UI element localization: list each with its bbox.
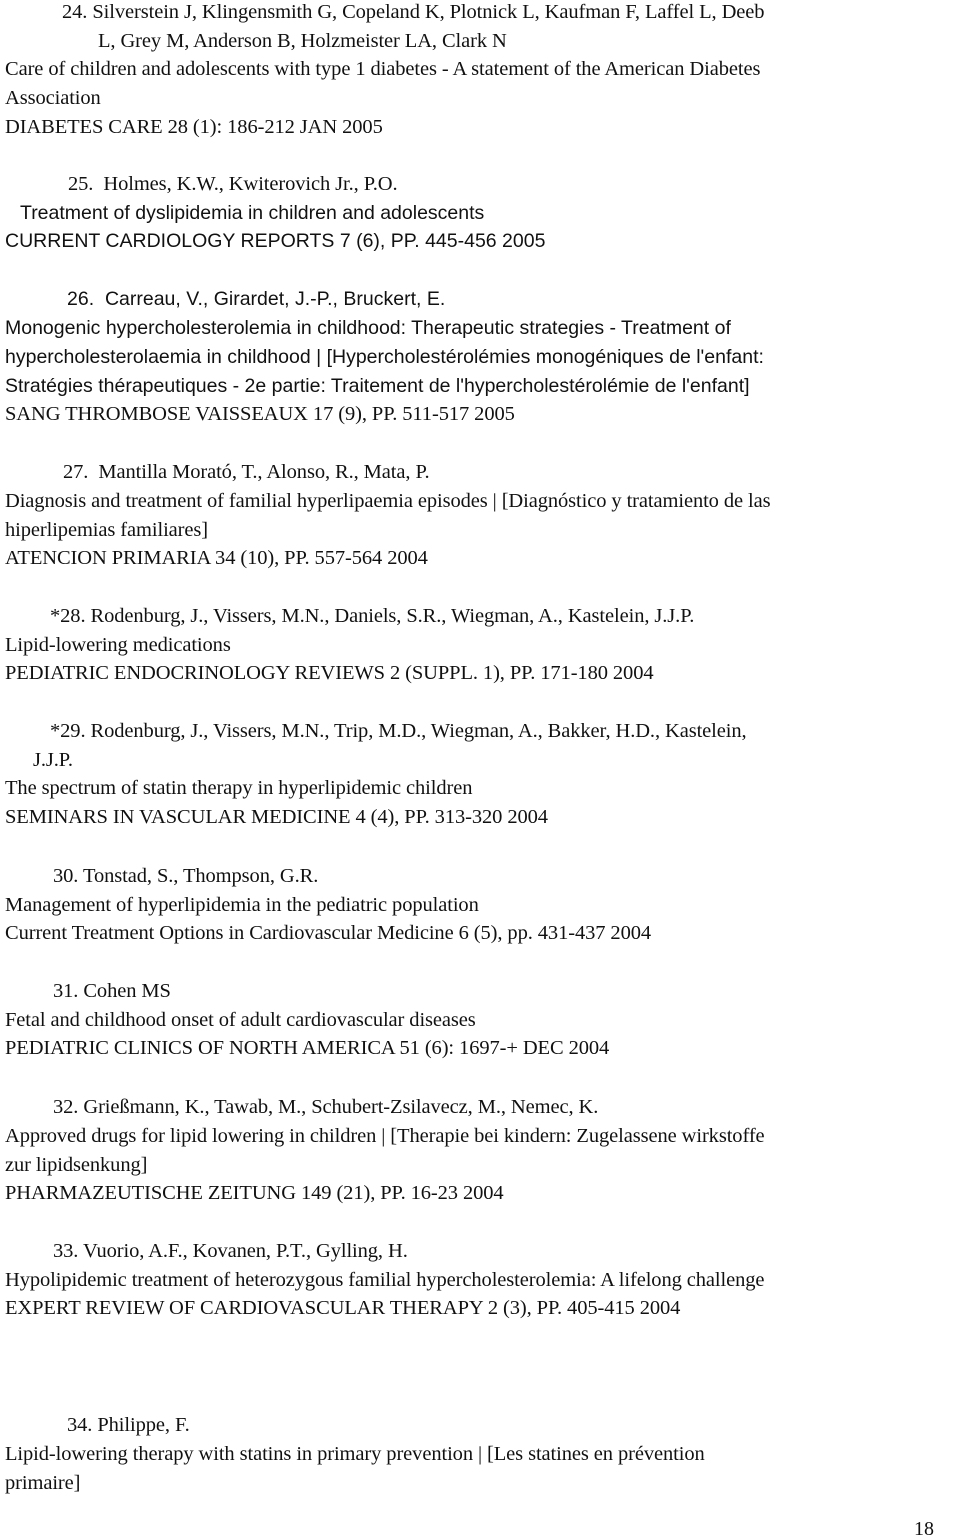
reference-authors: Silverstein J, Klingensmith G, Copeland K, Plotnick L, Kaufman F, Laffel L, Deeb xyxy=(92,1,765,23)
reference-31-title: Fetal and childhood onset of adult cardiovascular diseases xyxy=(5,1009,476,1031)
reference-27-title-1: Diagnosis and treatment of familial hyperlipaemia episodes | [Diagnóstico y tratamiento de las xyxy=(5,490,771,512)
reference-number: 31. xyxy=(53,980,79,1002)
reference-number: 34. xyxy=(67,1414,93,1436)
reference-number: 25. xyxy=(68,173,94,195)
reference-26-source: SANG THROMBOSE VAISSEAUX 17 (9), PP. 511-517 2005 xyxy=(5,403,515,425)
reference-29-title: The spectrum of statin therapy in hyperlipidemic children xyxy=(5,777,473,799)
reference-29-header xyxy=(50,719,747,743)
page-number: 18 xyxy=(914,1518,934,1540)
reference-authors: Rodenburg, J., Vissers, M.N., Daniels, S.R., Wiegman, A., Kastelein, J.J.P. xyxy=(90,605,695,627)
reference-24-source: DIABETES CARE 28 (1): 186-212 JAN 2005 xyxy=(5,116,383,138)
reference-27-source: ATENCION PRIMARIA 34 (10), PP. 557-564 2004 xyxy=(5,547,428,569)
reference-32-title-1: Approved drugs for lipid lowering in children | [Therapie bei kindern: Zugelassene wirkstoffe xyxy=(5,1125,765,1147)
reference-32-header xyxy=(53,1095,598,1119)
reference-28-source: PEDIATRIC ENDOCRINOLOGY REVIEWS 2 (SUPPL. 1), PP. 171-180 2004 xyxy=(5,662,654,684)
reference-30-source: Current Treatment Options in Cardiovascular Medicine 6 (5), pp. 431-437 2004 xyxy=(5,922,652,944)
reference-26-title-3: Stratégies thérapeutiques - 2e partie: Traitement de l'hypercholestérolémie de l'enfant] xyxy=(5,375,750,397)
reference-authors: Rodenburg, J., Vissers, M.N., Trip, M.D., Wiegman, A., Bakker, H.D., Kastelein, xyxy=(90,720,747,742)
reference-30-title: Management of hyperlipidemia in the pediatric population xyxy=(5,894,479,916)
reference-number: *29. xyxy=(50,720,86,742)
reference-32-title-2: zur lipidsenkung] xyxy=(5,1154,148,1176)
reference-31-source: PEDIATRIC CLINICS OF NORTH AMERICA 51 (6): 1697-+ DEC 2004 xyxy=(5,1037,610,1059)
reference-27-header xyxy=(63,460,430,484)
reference-34-header xyxy=(67,1413,190,1437)
reference-authors: Tonstad, S., Thompson, G.R. xyxy=(82,865,319,887)
reference-25-title: Treatment of dyslipidemia in children and adolescents xyxy=(20,202,485,224)
reference-authors: Grießmann, K., Tawab, M., Schubert-Zsilavecz, M., Nemec, K. xyxy=(83,1096,599,1118)
reference-33-title: Hypolipidemic treatment of heterozygous familial hypercholesterolemia: A lifelong challenge xyxy=(5,1269,765,1291)
reference-32-source: PHARMAZEUTISCHE ZEITUNG 149 (21), PP. 16-23 2004 xyxy=(5,1182,504,1204)
reference-34-title-2: primaire] xyxy=(5,1472,81,1494)
reference-number: 30. xyxy=(53,865,79,887)
reference-number: *28. xyxy=(50,605,86,627)
reference-25-header xyxy=(68,172,398,196)
reference-number: 26. xyxy=(67,288,95,310)
reference-authors: Philippe, F. xyxy=(97,1414,190,1436)
reference-24-header xyxy=(62,0,764,24)
reference-24-authors-cont: L, Grey M, Anderson B, Holzmeister LA, Clark N xyxy=(98,30,507,52)
reference-number: 33. xyxy=(53,1240,79,1262)
reference-26-header xyxy=(67,287,445,311)
reference-26-title-1: Monogenic hypercholesterolemia in childhood: Therapeutic strategies - Treatment of xyxy=(5,317,731,339)
reference-29-authors-cont: J.J.P. xyxy=(33,749,73,771)
reference-27-title-2: hiperlipemias familiares] xyxy=(5,519,208,541)
reference-30-header xyxy=(53,864,318,888)
reference-authors: Holmes, K.W., Kwiterovich Jr., P.O. xyxy=(103,173,398,195)
reference-33-header xyxy=(53,1239,408,1263)
reference-authors: Mantilla Morató, T., Alonso, R., Mata, P. xyxy=(98,461,430,483)
reference-number: 32. xyxy=(53,1096,79,1118)
reference-33-source: EXPERT REVIEW OF CARDIOVASCULAR THERAPY 2 (3), PP. 405-415 2004 xyxy=(5,1297,681,1319)
reference-24-title-2: Association xyxy=(5,87,101,109)
reference-authors: Carreau, V., Girardet, J.-P., Bruckert, E. xyxy=(104,288,446,310)
reference-authors: Cohen MS xyxy=(83,980,171,1002)
reference-number: 24. xyxy=(62,1,88,23)
reference-25-source: CURRENT CARDIOLOGY REPORTS 7 (6), PP. 445-456 2005 xyxy=(5,230,546,252)
reference-29-source: SEMINARS IN VASCULAR MEDICINE 4 (4), PP. 313-320 2004 xyxy=(5,806,548,828)
reference-31-header xyxy=(53,979,171,1003)
reference-authors: Vuorio, A.F., Kovanen, P.T., Gylling, H. xyxy=(82,1240,408,1262)
reference-24-title-1: Care of children and adolescents with type 1 diabetes - A statement of the American Diabetes xyxy=(5,58,761,80)
reference-28-title: Lipid-lowering medications xyxy=(5,634,231,656)
reference-28-header xyxy=(50,604,694,628)
reference-number: 27. xyxy=(63,461,89,483)
reference-26-title-2: hypercholesterolaemia in childhood | [Hypercholestérolémies monogéniques de l'enfant: xyxy=(5,346,764,368)
reference-34-title-1: Lipid-lowering therapy with statins in primary prevention | [Les statines en prévention xyxy=(5,1443,705,1465)
